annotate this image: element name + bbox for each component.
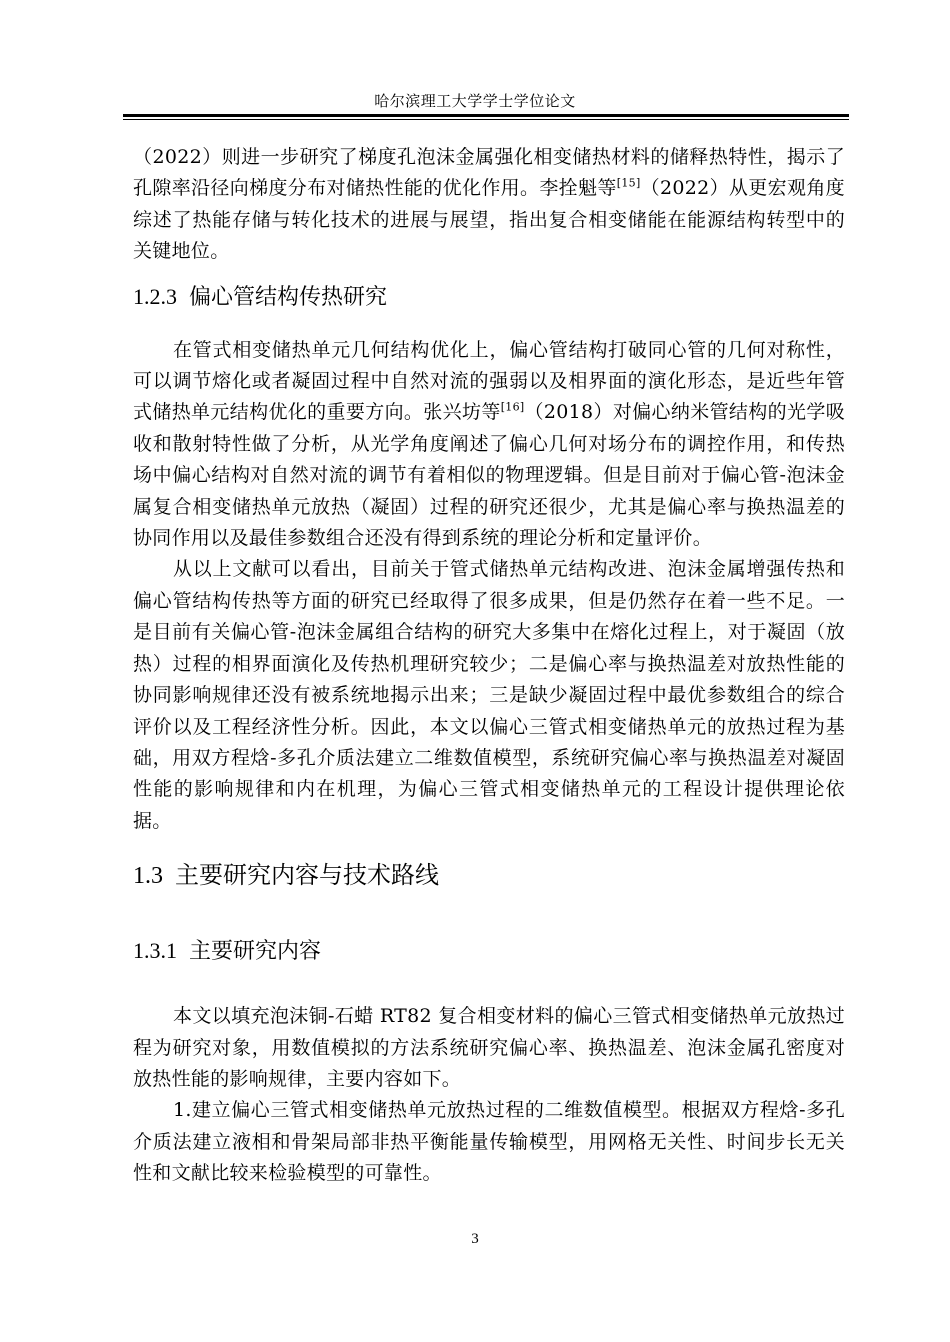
citation-ref: [15] (616, 177, 641, 191)
paragraph-text: （2022）则进一步研究了梯度孔泡沫金属强化相变储热材料的储释热特性，揭示了孔隙率沿径向梯度分布对储热性能的优化作用。李拴魁等 (133, 146, 845, 200)
paragraph-text: （2022）从更宏观角度综述了热能存储与转化技术的进展与展望，指出复合相变储能在能源结构转型中的关键地位。 (133, 177, 845, 263)
paragraph-text: 在管式相变储热单元几何结构优化上，偏心管结构打破同心管的几何对称性，可以调节熔化或者凝固过程中自然对流的强弱以及相界面的演化形态，是近些年管式储热单元结构优化的重要方向。张兴坊等 (133, 338, 845, 424)
section-number: 1.3.1 (133, 938, 177, 964)
section-title: 偏心管结构传热研究 (189, 284, 388, 310)
section-title: 主要研究内容 (189, 939, 322, 965)
header-rule-thick (123, 114, 849, 117)
section-number: 1.3 (133, 863, 163, 890)
running-header: 哈尔滨理工大学学士学位论文 (374, 92, 576, 110)
section-heading-1-3-1 (133, 936, 845, 967)
paragraph-continuation (133, 142, 845, 268)
page-body (133, 142, 845, 1190)
paragraph-research-content: 本文以填充泡沫铜-石蜡 RT82 复合相变材料的偏心三管式相变储热单元放热过程为研究对象，用数值模拟的方法系统研究偏心率、换热温差、泡沫金属孔密度对放热性能的影响规律，主要内容如下。 (133, 1005, 845, 1090)
citation-ref: [16] (500, 401, 525, 415)
header-rule-thin (123, 119, 849, 120)
section-title: 主要研究内容与技术路线 (175, 861, 439, 890)
section-number: 1.2.3 (133, 283, 177, 309)
paragraph-text: （2018）对偏心纳米管结构的光学吸收和散射特性做了分析，从光学角度阐述了偏心几何对场分布的调控作用，和传热场中偏心结构对自然对流的调节有着相似的物理逻辑。但是目前对于偏心管-泡沫金属复合相变储热单元放热（凝固）过程的研究还很少，尤其是偏心率与换热温差的协同作用以及最佳参数组合还没有得到系统的理论分析和定量评价。 (133, 401, 845, 550)
paragraph-summary: 从以上文献可以看出，目前关于管式储热单元结构改进、泡沫金属增强传热和偏心管结构传热等方面的研究已经取得了很多成果，但是仍然存在着一些不足。一是目前有关偏心管-泡沫金属组合结构的研究大多集中在熔化过程上，对于凝固（放热）过程的相界面演化及传热机理研究较少；二是偏心率与换热温差对放热性能的协同影响规律还没有被系统地揭示出来；三是缺少凝固过程中最优参数组合的综合评价以及工程经济性分析。因此，本文以偏心三管式相变储热单元的放热过程为基础，用双方程焓-多孔介质法建立二维数值模型，系统研究偏心率与换热温差对凝固性能的影响规律和内在机理，为偏心三管式相变储热单元的工程设计提供理论依据。 (133, 558, 845, 832)
paragraph-eccentric-tube (133, 335, 845, 555)
paragraph-item-1: 1.建立偏心三管式相变储热单元放热过程的二维数值模型。根据双方程焓-多孔介质法建立液相和骨架局部非热平衡能量传输模型，用网格无关性、时间步长无关性和文献比较来检验模型的可靠性。 (133, 1099, 845, 1185)
page-number: 3 (471, 1231, 479, 1247)
section-heading-1-2-3 (133, 282, 845, 313)
section-heading-1-3 (133, 859, 845, 892)
